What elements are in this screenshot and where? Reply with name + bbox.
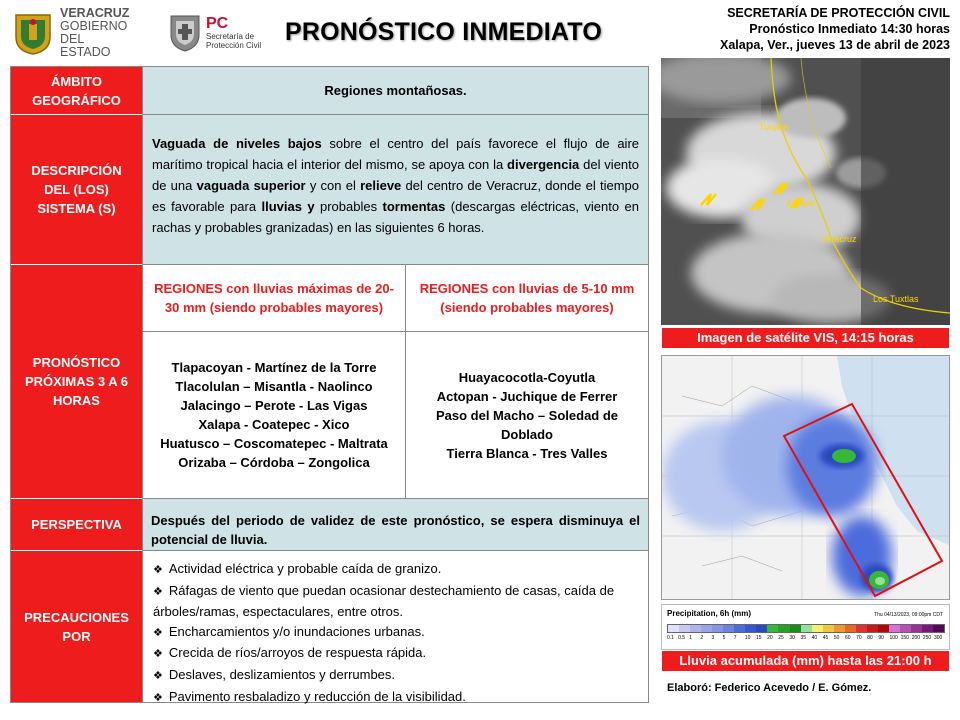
scale-swatch bbox=[745, 625, 756, 632]
satellite-caption: Imagen de satélite VIS, 14:15 horas bbox=[661, 327, 950, 349]
scale-value: 20 bbox=[767, 635, 773, 641]
scale-value: 10 bbox=[744, 635, 751, 641]
descripcion-fragment: probables bbox=[314, 199, 383, 214]
region-heavy-item: Orizaba – Córdoba – Zongolica bbox=[178, 455, 370, 470]
proteccion-civil-seal-icon bbox=[168, 13, 202, 53]
region-heavy-item: Jalacingo – Perote - Las Vigas bbox=[180, 398, 368, 413]
region-light-item: Tierra Blanca - Tres Valles bbox=[446, 445, 608, 461]
pronostico-label: PRONÓSTICO PRÓXIMAS 3 A 6 HORAS bbox=[11, 265, 142, 499]
scale-swatch bbox=[690, 625, 701, 632]
sat-label-tuxtlas: Los Tuxtlas bbox=[873, 294, 919, 304]
scale-swatch bbox=[756, 625, 767, 632]
scale-swatch bbox=[790, 625, 801, 632]
scale-value: 25 bbox=[778, 635, 784, 641]
region-header-light: REGIONES con lluvias de 5-10 mm (siendo probables mayores) bbox=[405, 265, 648, 332]
precaution-item: ❖ Actividad eléctrica y probable caída de granizo. bbox=[153, 559, 640, 581]
scale-swatch bbox=[767, 625, 778, 632]
precaution-item: ❖ Encharcamientos y/o inundaciones urbanas. bbox=[153, 622, 640, 644]
scale-value: 45 bbox=[822, 635, 829, 641]
scale-swatch bbox=[701, 625, 712, 632]
scale-swatch bbox=[856, 625, 867, 632]
scale-value: 150 bbox=[900, 635, 909, 641]
scale-values bbox=[667, 635, 945, 641]
scale-title: Precipitation, 6h (mm) bbox=[667, 609, 752, 618]
sat-label-tuxpan: Tuxpan bbox=[759, 122, 789, 132]
pc-logo-text: PC Secretaría de Protección Civil bbox=[206, 15, 262, 50]
precaution-item: ❖ Deslaves, deslizamientos y derrumbes. bbox=[153, 665, 640, 687]
precipitation-caption: Lluvia acumulada (mm) hasta las 21:00 h bbox=[661, 650, 950, 672]
scale-swatch bbox=[933, 625, 944, 632]
descripcion-label: DESCRIPCIÓN DEL (LOS) SISTEMA (S) bbox=[11, 115, 142, 265]
scale-swatch bbox=[889, 625, 900, 632]
region-light-item: Paso del Macho – Soledad de Doblado bbox=[435, 407, 619, 442]
page-title: PRONÓSTICO INMEDIATO bbox=[285, 18, 602, 46]
scale-value: 1 bbox=[689, 635, 693, 641]
region-list-heavy bbox=[142, 332, 405, 499]
descripcion-fragment: tormentas bbox=[382, 199, 446, 214]
header-info bbox=[720, 5, 950, 53]
precipitation-scale bbox=[661, 604, 950, 650]
scale-value: 60 bbox=[845, 635, 851, 641]
descripcion-fragment: Vaguada de niveles bajos bbox=[152, 136, 322, 151]
precaution-item: ❖ Pavimento resbaladizo y reducción de la visibilidad. bbox=[153, 687, 640, 709]
agency-name: SECRETARÍA DE PROTECCIÓN CIVIL bbox=[727, 6, 950, 20]
sat-label-xalapa: Xalapa bbox=[786, 198, 815, 208]
scale-swatch bbox=[679, 625, 690, 632]
precauciones-label: PRECAUCIONES POR bbox=[11, 551, 142, 702]
descripcion-fragment: lluvias y bbox=[261, 199, 315, 214]
coat-of-arms-icon bbox=[12, 11, 54, 55]
scale-swatch bbox=[911, 625, 922, 632]
scale-value: 7 bbox=[733, 635, 737, 641]
descripcion-fragment: relieve bbox=[360, 178, 402, 193]
scale-swatch bbox=[801, 625, 812, 632]
descripcion-value bbox=[142, 115, 648, 265]
scale-swatch bbox=[778, 625, 789, 632]
descripcion-fragment: del centro de Veracruz, donde el tiempo es favorable para bbox=[152, 178, 639, 214]
perspectiva-value: Después del periodo de validez de este pronóstico, se espera disminuya el potencial de lluvia. bbox=[142, 499, 648, 551]
sat-label-veracruz: Veracruz bbox=[821, 234, 857, 244]
perspectiva-label: PERSPECTIVA bbox=[11, 499, 142, 551]
ambito-value: Regiones montañosas. bbox=[142, 67, 648, 115]
scale-value: 70 bbox=[856, 635, 862, 641]
forecast-time: Pronóstico Inmediato 14:30 horas bbox=[749, 22, 950, 36]
scale-value: 2 bbox=[700, 635, 704, 641]
scale-value: 200 bbox=[911, 635, 921, 641]
precipitation-map bbox=[661, 355, 950, 600]
scale-swatch bbox=[845, 625, 856, 632]
scale-value: 90 bbox=[878, 635, 884, 641]
scale-swatch bbox=[922, 625, 933, 632]
descripcion-fragment: sobre el centro del país favorece el flujo de aire marítimo tropical hacia el interior del mismo, se apoya con la bbox=[152, 136, 639, 172]
ambito-label: ÁMBITO GEOGRÁFICO bbox=[11, 67, 142, 115]
forecast-date: Xalapa, Ver., jueves 13 de abril de 2023 bbox=[719, 38, 950, 52]
forecast-table bbox=[10, 66, 649, 703]
scale-swatch bbox=[834, 625, 845, 632]
scale-valid-time: Thu 04/13/2023, 09:00pm CDT bbox=[874, 612, 943, 618]
scale-swatch bbox=[712, 625, 723, 632]
scale-value: 5 bbox=[722, 635, 726, 641]
scale-value: 50 bbox=[833, 635, 840, 641]
scale-value: 15 bbox=[756, 635, 762, 641]
descripcion-fragment: del viento de una bbox=[152, 157, 640, 193]
scale-value: 80 bbox=[867, 635, 873, 641]
region-list-light bbox=[405, 332, 648, 499]
scale-value: 35 bbox=[800, 635, 807, 641]
scale-swatch bbox=[878, 625, 889, 632]
region-heavy-item: Tlacolulan – Misantla - Naolinco bbox=[175, 379, 373, 394]
scale-swatch bbox=[900, 625, 911, 632]
scale-value: 250 bbox=[922, 635, 932, 641]
scale-swatch bbox=[723, 625, 734, 632]
region-heavy-item: Tlapacoyan - Martínez de la Torre bbox=[171, 360, 377, 375]
scale-swatch bbox=[668, 625, 679, 632]
scale-swatch bbox=[812, 625, 823, 632]
scale-value: 40 bbox=[811, 635, 818, 641]
descripcion-fragment: y con el bbox=[305, 178, 361, 193]
region-light-item: Actopan - Juchique de Ferrer bbox=[436, 388, 618, 404]
scale-swatch bbox=[867, 625, 878, 632]
proteccion-civil-logo bbox=[168, 10, 278, 56]
precaution-item: ❖ Ráfagas de viento que puedan ocasionar destechamiento de casas, caída de árboles/ramas, espectaculares, entre otros. bbox=[153, 581, 640, 622]
region-heavy-item: Xalapa - Coatepec - Xico bbox=[198, 417, 350, 432]
scale-value: 0.1 bbox=[667, 635, 674, 641]
precauciones-list bbox=[142, 551, 648, 702]
scale-value: 300 bbox=[934, 635, 943, 641]
precaution-item: ❖ Crecida de ríos/arroyos de respuesta rápida. bbox=[153, 643, 640, 665]
veracruz-logo bbox=[12, 6, 132, 59]
scale-value: 3 bbox=[711, 635, 715, 641]
region-header-heavy: REGIONES con lluvias máximas de 20-30 mm (siendo probables mayores) bbox=[142, 265, 405, 332]
descripcion-fragment: (descargas eléctricas, viento en rachas y probables granizadas) en las siguientes 6 horas. bbox=[152, 199, 639, 235]
region-heavy-item: Huatusco – Coscomatepec - Maltrata bbox=[160, 436, 388, 451]
scale-swatch bbox=[734, 625, 745, 632]
scale-value: 0.5 bbox=[678, 635, 686, 641]
scale-value: 30 bbox=[789, 635, 795, 641]
region-light-item: Huayacocotla-Coyutla bbox=[458, 369, 596, 385]
author-credit: Elaboró: Federico Acevedo / E. Gómez. bbox=[667, 682, 872, 694]
satellite-image bbox=[661, 58, 950, 325]
descripcion-fragment: vaguada superior bbox=[196, 178, 306, 193]
scale-value: 100 bbox=[889, 635, 898, 641]
scale-swatch bbox=[823, 625, 834, 632]
descripcion-fragment: divergencia bbox=[507, 157, 580, 172]
veracruz-logo-text: VERACRUZ GOBIERNO DEL ESTADO bbox=[60, 6, 130, 59]
scale-bar bbox=[667, 624, 945, 633]
